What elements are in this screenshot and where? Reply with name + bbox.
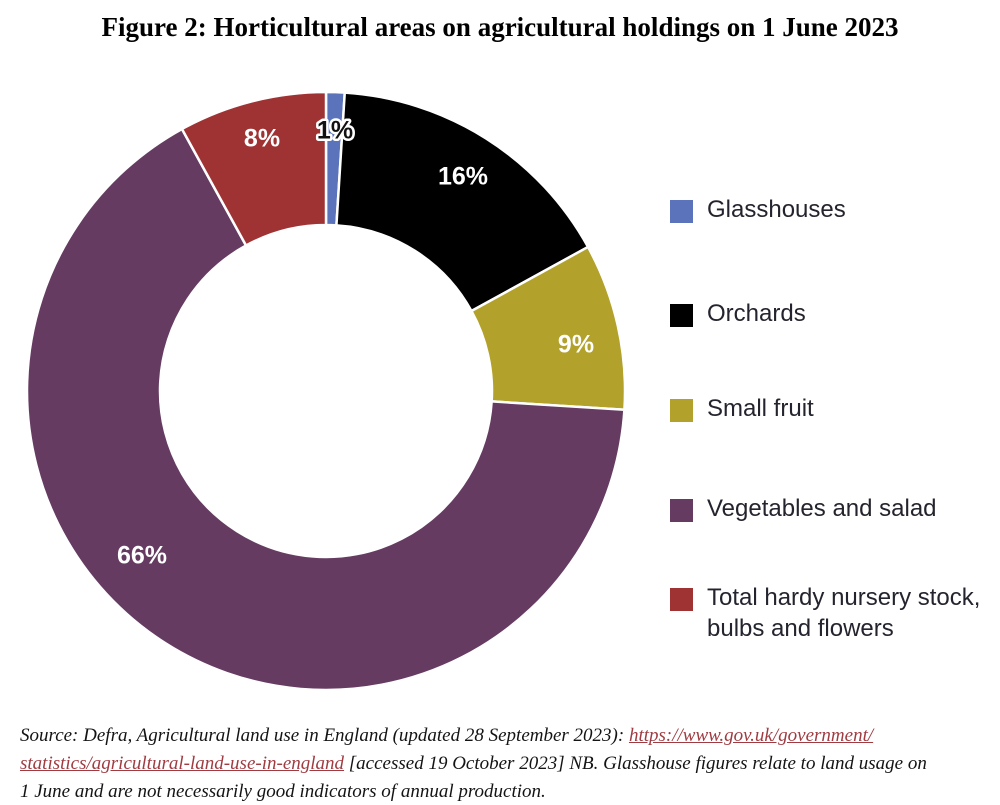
source-note-prefix: Source: Defra, Agricultural land use in England (updated 28 September 2023): bbox=[20, 725, 629, 746]
legend-swatch-small-fruit bbox=[670, 399, 693, 422]
source-link-line1[interactable]: https://www.gov.uk/government/ bbox=[628, 725, 874, 746]
legend-swatch-glasshouses bbox=[670, 200, 693, 223]
slice-value-label-small-fruit: 9% bbox=[557, 330, 595, 359]
slice-value-label-vegetables-and-salad: 66% bbox=[116, 541, 168, 570]
legend-item-small-fruit bbox=[670, 397, 814, 424]
legend-label: Vegetables and salad bbox=[707, 495, 937, 522]
source-note-suffix: [accessed 19 October 2023] NB. Glasshouse figures relate to land usage on 1 June and are not necessarily good indicators of annual production. bbox=[20, 753, 927, 802]
donut-chart bbox=[0, 70, 660, 720]
legend-item-vegetables-and-salad bbox=[670, 497, 937, 524]
slice-value-label-total-hardy-nursery-stock-bulbs-and-flowers: 8% bbox=[243, 124, 281, 153]
legend-label: Glasshouses bbox=[707, 196, 846, 223]
legend-label: Small fruit bbox=[707, 395, 814, 422]
legend-label: Orchards bbox=[707, 300, 806, 327]
legend-label: Total hardy nursery stock, bulbs and flowers bbox=[707, 584, 981, 642]
legend-item-hardy-nursery-stock bbox=[670, 586, 999, 644]
donut-chart-area bbox=[0, 70, 660, 720]
slice-value-label-glasshouses: 1% bbox=[316, 116, 354, 145]
slice-value-label-orchards: 16% bbox=[437, 162, 489, 191]
legend-swatch-hardy-nursery-stock bbox=[670, 588, 693, 611]
legend-item-orchards bbox=[670, 302, 806, 329]
source-link-line2[interactable]: statistics/agricultural-land-use-in-england bbox=[20, 753, 345, 774]
legend-swatch-orchards bbox=[670, 304, 693, 327]
source-note bbox=[20, 722, 932, 805]
chart-legend bbox=[670, 0, 1000, 805]
figure-title: Figure 2: Horticultural areas on agricultural holdings on 1 June 2023 bbox=[101, 12, 899, 42]
legend-swatch-vegetables-and-salad bbox=[670, 499, 693, 522]
legend-item-glasshouses bbox=[670, 198, 846, 225]
